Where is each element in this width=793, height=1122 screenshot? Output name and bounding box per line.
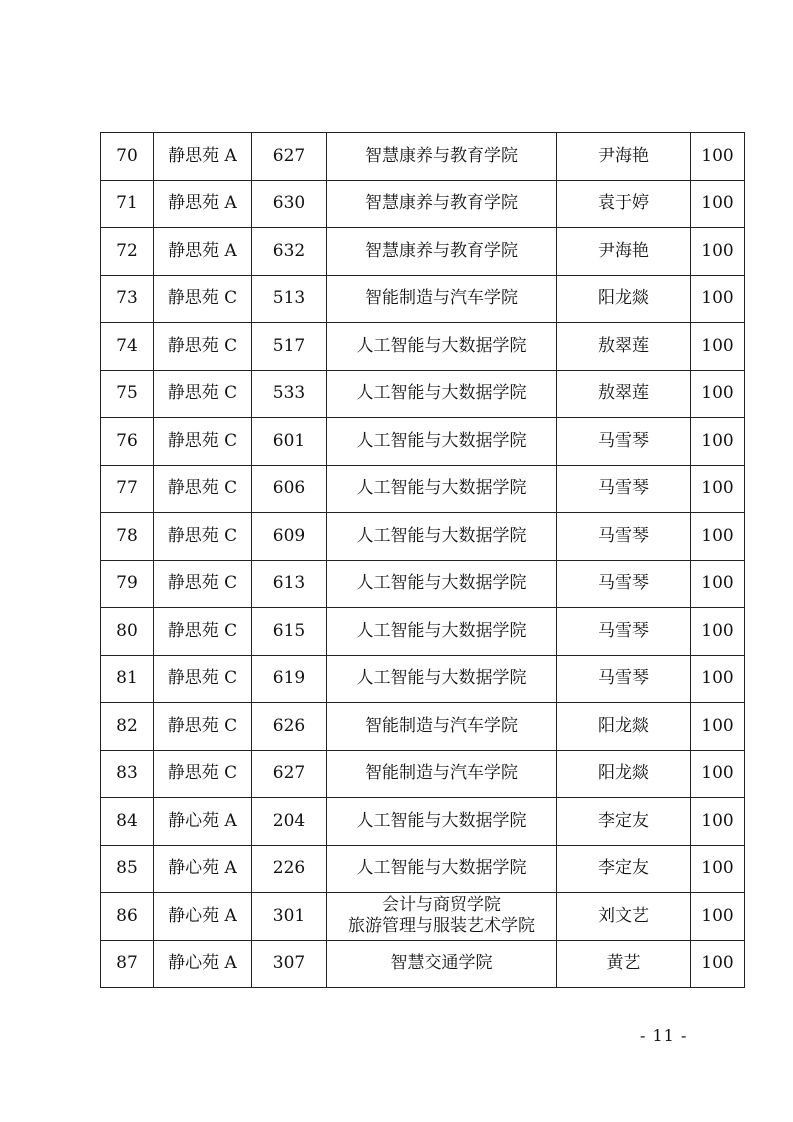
- score-cell: 100: [691, 370, 745, 418]
- page-number: - 11 -: [640, 1026, 688, 1045]
- room-number-cell: 619: [252, 655, 327, 703]
- college-cell: [327, 750, 557, 798]
- staff-name-cell: 敖翠莲: [557, 370, 691, 418]
- college-cell: [327, 228, 557, 276]
- score-cell: 100: [691, 228, 745, 276]
- score-cell: 100: [691, 418, 745, 466]
- room-number-cell: 513: [252, 275, 327, 323]
- staff-name-cell: 刘文艺: [557, 893, 691, 941]
- college-cell: [327, 513, 557, 561]
- table-row: [101, 893, 745, 941]
- row-number-cell: 72: [101, 228, 154, 276]
- room-number-cell: 609: [252, 513, 327, 561]
- building-cell: 静思苑 C: [154, 323, 252, 371]
- room-number-cell: 630: [252, 180, 327, 228]
- table-row: [101, 323, 745, 371]
- score-cell: 100: [691, 560, 745, 608]
- table-row: [101, 228, 745, 276]
- row-number-cell: 73: [101, 275, 154, 323]
- college-line: 人工智能与大数据学院: [356, 430, 527, 451]
- room-number-cell: 613: [252, 560, 327, 608]
- building-cell: 静思苑 C: [154, 370, 252, 418]
- college-line: 智慧康养与教育学院: [365, 193, 518, 214]
- table-row: [101, 275, 745, 323]
- score-cell: 100: [691, 465, 745, 513]
- row-number-cell: 75: [101, 370, 154, 418]
- college-line: 旅游管理与服装艺术学院: [348, 916, 535, 937]
- building-cell: 静心苑 A: [154, 798, 252, 846]
- staff-name-cell: 李定友: [557, 845, 691, 893]
- building-cell: 静心苑 A: [154, 940, 252, 988]
- table-row: [101, 608, 745, 656]
- staff-name-cell: 马雪琴: [557, 560, 691, 608]
- college-cell: [327, 560, 557, 608]
- college-line: 智能制造与汽车学院: [365, 763, 518, 784]
- room-number-cell: 632: [252, 228, 327, 276]
- college-line: 智能制造与汽车学院: [365, 288, 518, 309]
- staff-name-cell: 阳龙燚: [557, 750, 691, 798]
- score-cell: 100: [691, 750, 745, 798]
- row-number-cell: 87: [101, 940, 154, 988]
- staff-name-cell: 马雪琴: [557, 513, 691, 561]
- building-cell: 静思苑 A: [154, 133, 252, 181]
- building-cell: 静思苑 C: [154, 275, 252, 323]
- college-cell: [327, 608, 557, 656]
- score-cell: 100: [691, 845, 745, 893]
- row-number-cell: 71: [101, 180, 154, 228]
- college-line: 智慧康养与教育学院: [365, 145, 518, 166]
- table-row: [101, 703, 745, 751]
- building-cell: 静心苑 A: [154, 845, 252, 893]
- score-cell: 100: [691, 608, 745, 656]
- table-row: [101, 845, 745, 893]
- room-number-cell: 517: [252, 323, 327, 371]
- row-number-cell: 81: [101, 655, 154, 703]
- table-row: [101, 798, 745, 846]
- college-line: 人工智能与大数据学院: [356, 668, 527, 689]
- college-line: 人工智能与大数据学院: [356, 573, 527, 594]
- college-line: 人工智能与大数据学院: [356, 810, 527, 831]
- row-number-cell: 79: [101, 560, 154, 608]
- college-cell: [327, 323, 557, 371]
- row-number-cell: 80: [101, 608, 154, 656]
- staff-name-cell: 尹海艳: [557, 133, 691, 181]
- table-row: [101, 940, 745, 988]
- table-row: [101, 560, 745, 608]
- college-cell: [327, 845, 557, 893]
- college-line: 人工智能与大数据学院: [356, 525, 527, 546]
- table-row: [101, 180, 745, 228]
- score-cell: 100: [691, 513, 745, 561]
- row-number-cell: 86: [101, 893, 154, 941]
- college-cell: [327, 418, 557, 466]
- room-number-cell: 626: [252, 703, 327, 751]
- building-cell: 静思苑 A: [154, 180, 252, 228]
- building-cell: 静思苑 C: [154, 513, 252, 561]
- score-cell: 100: [691, 133, 745, 181]
- college-line: 人工智能与大数据学院: [356, 383, 527, 404]
- room-number-cell: 627: [252, 133, 327, 181]
- row-number-cell: 77: [101, 465, 154, 513]
- staff-name-cell: 马雪琴: [557, 655, 691, 703]
- staff-name-cell: 黄艺: [557, 940, 691, 988]
- building-cell: 静心苑 A: [154, 893, 252, 941]
- table-row: [101, 465, 745, 513]
- table-row: [101, 133, 745, 181]
- college-cell: [327, 370, 557, 418]
- college-line: 会计与商贸学院: [382, 895, 501, 916]
- staff-name-cell: 阳龙燚: [557, 703, 691, 751]
- college-line: 智能制造与汽车学院: [365, 715, 518, 736]
- room-number-cell: 606: [252, 465, 327, 513]
- room-number-cell: 204: [252, 798, 327, 846]
- row-number-cell: 84: [101, 798, 154, 846]
- row-number-cell: 83: [101, 750, 154, 798]
- building-cell: 静思苑 C: [154, 560, 252, 608]
- building-cell: 静思苑 C: [154, 465, 252, 513]
- college-cell: [327, 893, 557, 941]
- building-cell: 静思苑 C: [154, 655, 252, 703]
- score-cell: 100: [691, 798, 745, 846]
- college-cell: [327, 655, 557, 703]
- table-row: [101, 370, 745, 418]
- room-number-cell: 533: [252, 370, 327, 418]
- building-cell: 静思苑 A: [154, 228, 252, 276]
- score-cell: 100: [691, 655, 745, 703]
- row-number-cell: 82: [101, 703, 154, 751]
- score-cell: 100: [691, 893, 745, 941]
- college-line: 智慧康养与教育学院: [365, 240, 518, 261]
- staff-name-cell: 马雪琴: [557, 418, 691, 466]
- row-number-cell: 74: [101, 323, 154, 371]
- college-cell: [327, 275, 557, 323]
- score-cell: 100: [691, 275, 745, 323]
- room-number-cell: 307: [252, 940, 327, 988]
- college-cell: [327, 133, 557, 181]
- staff-name-cell: 尹海艳: [557, 228, 691, 276]
- college-cell: [327, 703, 557, 751]
- college-line: 智慧交通学院: [390, 953, 493, 974]
- room-number-cell: 627: [252, 750, 327, 798]
- room-number-cell: 226: [252, 845, 327, 893]
- table-row: [101, 750, 745, 798]
- score-cell: 100: [691, 323, 745, 371]
- college-line: 人工智能与大数据学院: [356, 620, 527, 641]
- row-number-cell: 78: [101, 513, 154, 561]
- table-body: [101, 133, 745, 988]
- staff-name-cell: 马雪琴: [557, 465, 691, 513]
- staff-name-cell: 袁于婷: [557, 180, 691, 228]
- room-number-cell: 301: [252, 893, 327, 941]
- staff-name-cell: 阳龙燚: [557, 275, 691, 323]
- table-row: [101, 418, 745, 466]
- table-row: [101, 513, 745, 561]
- college-cell: [327, 798, 557, 846]
- building-cell: 静思苑 C: [154, 750, 252, 798]
- college-line: 人工智能与大数据学院: [356, 858, 527, 879]
- row-number-cell: 76: [101, 418, 154, 466]
- building-cell: 静思苑 C: [154, 703, 252, 751]
- room-number-cell: 615: [252, 608, 327, 656]
- staff-name-cell: 李定友: [557, 798, 691, 846]
- building-cell: 静思苑 C: [154, 608, 252, 656]
- row-number-cell: 70: [101, 133, 154, 181]
- staff-name-cell: 马雪琴: [557, 608, 691, 656]
- row-number-cell: 85: [101, 845, 154, 893]
- staff-name-cell: 敖翠莲: [557, 323, 691, 371]
- room-number-cell: 601: [252, 418, 327, 466]
- college-cell: [327, 465, 557, 513]
- building-cell: 静思苑 C: [154, 418, 252, 466]
- dormitory-score-table: [100, 132, 745, 988]
- score-cell: 100: [691, 703, 745, 751]
- score-cell: 100: [691, 940, 745, 988]
- college-cell: [327, 940, 557, 988]
- score-cell: 100: [691, 180, 745, 228]
- college-line: 人工智能与大数据学院: [356, 478, 527, 499]
- college-cell: [327, 180, 557, 228]
- table-row: [101, 655, 745, 703]
- college-line: 人工智能与大数据学院: [356, 335, 527, 356]
